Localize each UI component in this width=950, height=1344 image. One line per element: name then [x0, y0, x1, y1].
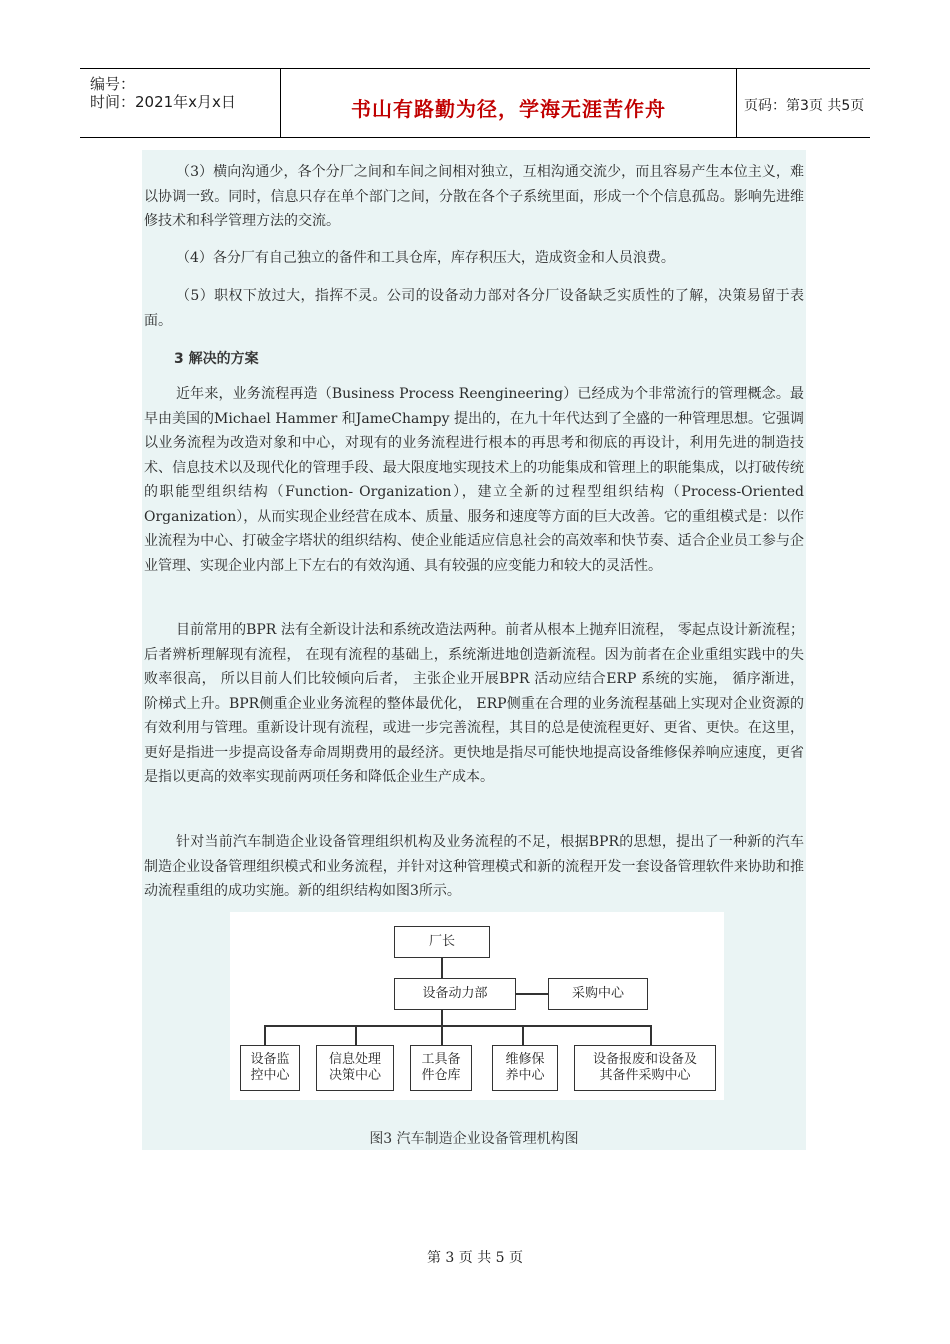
header-page-cell: [736, 69, 870, 137]
paragraph-3: （3）横向沟通少，各个分厂之间和车间之间相对独立，互相沟通交流少，而且容易产生本位主义，难以协调一致。同时，信息只存在单个部门之间，分散在各个子系统里面，形成一个个信息孤岛。影响先进维修技术和科学管理方法的交流。: [144, 164, 804, 229]
paragraph-new-structure: 针对当前汽车制造企业设备管理组织机构及业务流程的不足，根据BPR的思想，提出了一种新的汽车制造企业设备管理组织模式和业务流程，并针对这种管理模式和新的流程开发一套设备管理软件来协助和推动流程重组的成功实施。新的组织结构如图3所示。: [144, 834, 804, 899]
node-maintenance-center: [492, 1045, 558, 1091]
node-line: 决策中心: [328, 1068, 381, 1083]
node-purchase-center: 采购中心: [548, 978, 648, 1010]
node-line: 件仓库: [421, 1068, 461, 1083]
connector-line: [441, 958, 443, 978]
connector-line: [441, 1025, 443, 1045]
paragraph-bpr-intro: 近年来，业务流程再造（Business Process Reengineering）已经成为个非常流行的管理概念。最早由美国的Michael Hammer 和JameChampy 提出的，在九十年代达到了全盛的一种管理思想。它强调以业务流程为改造对象和中心，对现有的业务流程进行根本的再思考和彻底的再设计，利用先进的制造技术、信息技术以及现代化的管理手段、最大限度地实现技术上的功能集成和管理上的职能集成，以打破传统的职能型组织结构（Function- Organization），建立全新的过程型组织结构（Process-Oriented Organization），从而实现企业经营在成本、质量、服务和速度等方面的巨大改善。它的重组模式是：以作业流程为中心、打破金字塔状的组织结构、使企业能适应信息社会的高效率和快节奏、适合企业员工参与企业管理、实现企业内部上下左右的有效沟通、具有较强的应变能力和较大的灵活性。: [144, 386, 804, 574]
node-line: 控中心: [250, 1068, 290, 1083]
connector-line: [441, 1010, 443, 1026]
node-tools-warehouse: [410, 1045, 472, 1091]
page-header: [80, 68, 870, 138]
node-equipment-dept: 设备动力部: [394, 978, 516, 1010]
header-motto-cell: [280, 69, 737, 137]
connector-line: [355, 1025, 357, 1045]
org-chart-figure: [230, 912, 724, 1100]
section-heading: 3 解决的方案: [174, 351, 259, 367]
connector-line: [264, 1025, 650, 1027]
node-line: 其备件采购中心: [599, 1068, 691, 1083]
connector-line: [516, 993, 548, 995]
node-scrap-purchase-center: [574, 1045, 716, 1091]
page-footer: 第 3 页 共 5 页: [426, 1250, 524, 1266]
connector-line: [264, 1025, 266, 1045]
paragraph-bpr-methods: 目前常用的BPR 法有全新设计法和系统改造法两种。前者从根本上抛弃旧流程， 零起点设计新流程； 后者辨析理解现有流程， 在现有流程的基础上，系统渐进地创造新流程。因为前者在企业重组实践中的失败率很高， 所以目前人们比较倾向后者， 主张企业开展BPR 活动应结合ERP 系统的实施， 循序渐进， 阶梯式上升。BPR侧重企业业务流程的整体最优化， ERP侧重在合理的业务流程基础上实现对企业资源的有效利用与管理。重新设计现有流程，或进一步完善流程，其目的总是使流程更好、更省、更快。在这里，更好是指进一步提高设备寿命周期费用的最经济。更快地是指尽可能快地提高设备维修保养响应速度，更省是指以更高的效率实现前两项任务和降低企业生产成本。: [144, 622, 804, 785]
paragraph-5: （5）职权下放过大，指挥不灵。公司的设备动力部对各分厂设备缺乏实质性的了解，决策易留于表面。: [144, 288, 804, 329]
node-line: 信息处理: [328, 1052, 381, 1067]
node-info-center: [316, 1045, 394, 1091]
header-page-label: 页码：第3页 共5页: [744, 98, 865, 114]
node-line: 设备监: [250, 1052, 290, 1067]
node-line: 设备报废和设备及: [592, 1052, 697, 1067]
connector-line: [650, 1025, 652, 1045]
node-line: 养中心: [505, 1068, 545, 1083]
doc-number-label: 编号：: [90, 75, 136, 93]
node-director: 厂长: [394, 926, 490, 958]
node-line: 维修保: [505, 1052, 545, 1067]
doc-date-label: 时间：2021年x月x日: [90, 93, 236, 111]
node-monitor-center: [240, 1045, 300, 1091]
figure-caption: 图3 汽车制造企业设备管理机构图: [369, 1131, 579, 1147]
node-line: 工具备: [421, 1052, 461, 1067]
connector-line: [522, 1025, 524, 1045]
header-motto: 书山有路勤为径，学海无涯苦作舟: [351, 97, 666, 121]
document-body: [142, 150, 806, 1150]
header-meta-cell: [80, 69, 280, 137]
paragraph-4: （4）各分厂有自己独立的备件和工具仓库，库存积压大，造成资金和人员浪费。: [176, 250, 675, 266]
